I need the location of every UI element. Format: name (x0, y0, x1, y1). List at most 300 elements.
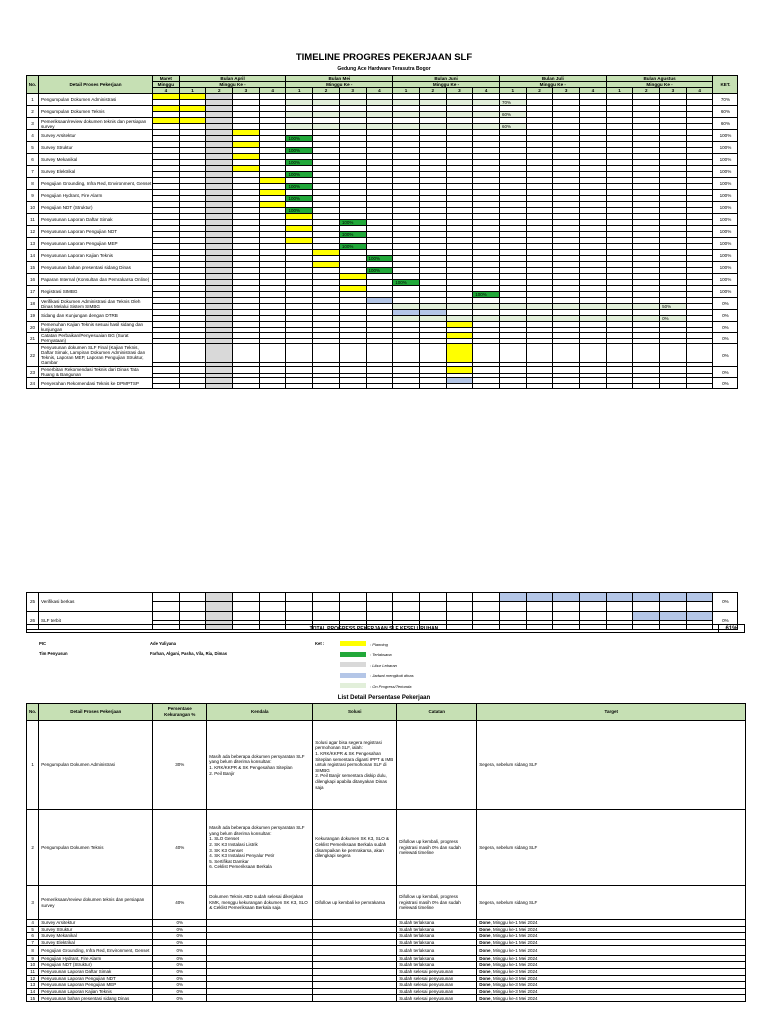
week-cell (606, 344, 633, 363)
legend-label-text: : Terlaksana (370, 652, 392, 657)
week-cell (313, 611, 340, 620)
ket-value: 100% (713, 238, 738, 250)
week-header: 4 (580, 88, 607, 94)
week-cell (206, 384, 233, 389)
pic-value: Ade Yuliyana (150, 641, 176, 646)
realization-label: 60% (501, 124, 511, 129)
week-header: 1 (499, 88, 526, 94)
week-cell (633, 384, 660, 389)
week-cell (419, 344, 446, 363)
detail-row (27, 946, 746, 956)
row-number: 4 (27, 130, 39, 142)
task-name: Penerbitan Rekomendasi Teknis dari Dinas Tata Ruang & Bangunan (39, 367, 153, 378)
target-text: , Minggu ke-3 Mei 2024 (490, 988, 538, 994)
detail-solusi (313, 955, 397, 962)
detail-target (477, 946, 746, 956)
detail-row (27, 988, 746, 995)
detail-row (27, 721, 746, 810)
detail-kendala (207, 969, 313, 976)
ket-value: 100% (713, 274, 738, 286)
detail-kendala (207, 988, 313, 995)
row-number: 22 (27, 344, 39, 367)
detail-solusi (313, 946, 397, 956)
week-cell (686, 602, 713, 611)
page-title: TIMELINE PROGRES PEKERJAAN SLF (295, 52, 473, 63)
detail-kendala (207, 920, 313, 927)
detail-header: Detail Proses Pekerjaan (39, 704, 153, 721)
detail-percentage: 0% (153, 946, 207, 956)
detail-catatan: Sudah terlaksana (397, 920, 477, 927)
detail-percentage: 0% (153, 969, 207, 976)
detail-percentage: 40% (153, 810, 207, 886)
detail-no: 10 (27, 962, 39, 969)
week-cell (499, 384, 526, 389)
header-month-agustus: Bulan Agustus (606, 76, 713, 82)
week-header: 4 (366, 88, 393, 94)
week-cell (286, 593, 313, 602)
week-cell (366, 602, 393, 611)
task-name: Pengujian NDT (Struktur) (39, 202, 153, 214)
detail-row (27, 982, 746, 989)
week-cell (606, 611, 633, 620)
realization-label: 70% (501, 100, 511, 105)
detail-solusi (313, 995, 397, 1002)
task-name: Penyusunan Laporan Pengujian MEP (39, 238, 153, 250)
week-cell (286, 602, 313, 611)
detail-target (477, 926, 746, 933)
row-number: 11 (27, 214, 39, 226)
week-cell (473, 593, 500, 602)
week-cell (419, 602, 446, 611)
task-name: SLF terbit (39, 611, 153, 630)
task-name: Verifikasi berkas (39, 593, 153, 612)
task-name: Penyusunan dokumen SLF Final (Kajian Teknis, Daftar Simak, Lampiran Dokumen Administrasi dan Teknis, Laporan MEP, Laporan Pengujian Struktur, Gambar (39, 344, 153, 367)
detail-kendala (207, 939, 313, 946)
week-cell (473, 384, 500, 389)
ket-value: 100% (713, 202, 738, 214)
detail-percentage: 0% (153, 926, 207, 933)
week-cell (419, 384, 446, 389)
detail-solusi (313, 969, 397, 976)
target-status: Done (479, 939, 491, 945)
detail-catatan: Sudah terlaksana (397, 955, 477, 962)
week-cell (393, 593, 420, 602)
detail-header: Kendala (207, 704, 313, 721)
ket-value: 60% (713, 106, 738, 118)
realization-label: 50% (662, 304, 672, 309)
ket-value: 0% (713, 333, 738, 344)
detail-row (27, 810, 746, 886)
week-cell (153, 384, 180, 389)
row-number: 19 (27, 310, 39, 322)
realization-label: 100% (395, 280, 407, 285)
row-number: 5 (27, 142, 39, 154)
week-cell (179, 611, 206, 620)
realization-label: 100% (288, 148, 300, 153)
week-cell (366, 344, 393, 363)
task-name: Paparan Internal (Konsultan dan Pemrakarsa Online) (39, 274, 153, 286)
realization-label: 100% (341, 244, 354, 249)
target-status: Done (479, 926, 491, 932)
ket-value: 0% (713, 298, 738, 310)
week-cell (206, 611, 233, 620)
detail-title: List Detail Persentase Pekerjaan (337, 695, 431, 701)
week-cell (473, 611, 500, 620)
week-cell (259, 602, 286, 611)
detail-no: 1 (27, 721, 39, 810)
week-cell (580, 344, 607, 363)
legend-swatch (340, 641, 366, 646)
ket-value: 100% (713, 142, 738, 154)
target-text: , Minggu ke-1 Mei 2024 (490, 939, 538, 945)
header-sub-agustus: Minggu Ke - (606, 82, 713, 88)
detail-target (477, 920, 746, 927)
team-label: Tim Penyusun (39, 651, 68, 656)
task-name: Penyusunan Laporan Kajian Teknis (39, 250, 153, 262)
week-cell (553, 593, 580, 602)
week-cell (393, 602, 420, 611)
target-status: Done (479, 962, 491, 968)
target-text: , Minggu ke-4 Mei 2024 (490, 995, 538, 1001)
detail-percentage: 30% (153, 721, 207, 810)
week-cell (686, 593, 713, 602)
target-text: , Minggu ke-3 Mei 2024 (490, 982, 538, 988)
target-text: , Minggu ke-1 Mei 2024 (490, 962, 538, 968)
task-name: Catatan Perbaikan/Penyesuaian BG (Surat Pernyataan) (39, 333, 153, 344)
task-name: Penyerahan Rekomendasi Teknis ke DPMPTSP (39, 378, 153, 389)
week-cell (473, 602, 500, 611)
week-cell (473, 344, 500, 363)
ket-value: 100% (713, 214, 738, 226)
detail-target (477, 933, 746, 940)
week-cell (526, 384, 553, 389)
detail-task: Pengujian NDT (Struktur) (39, 962, 153, 969)
week-cell (419, 611, 446, 620)
task-name: Pemeriksaan/review dokumen teknis dan persiapan survey (39, 118, 153, 130)
detail-task: Survey Mekanikal (39, 933, 153, 940)
header-month-juli: Bulan Juli (499, 76, 606, 82)
detail-target: Segera, sebelum sidang SLF (477, 810, 746, 886)
detail-percentage: 0% (153, 920, 207, 927)
header-month-mei: Bulan Mei (286, 76, 393, 82)
week-cell (553, 611, 580, 620)
detail-percentage: 0% (153, 962, 207, 969)
task-name: Registrasi SIMBG (39, 286, 153, 298)
detail-target (477, 982, 746, 989)
week-cell (553, 344, 580, 363)
week-cell (153, 611, 180, 620)
target-status: Done (479, 975, 491, 981)
realization-label: 100% (368, 268, 381, 273)
detail-target: Segera, sebelum sidang SLF (477, 886, 746, 920)
header-month-april: Bulan April (179, 76, 286, 82)
detail-catatan: Sudah terlaksana (397, 939, 477, 946)
week-header: 1 (286, 88, 313, 94)
week-header: 3 (660, 88, 687, 94)
detail-row (27, 969, 746, 976)
detail-no: 4 (27, 920, 39, 927)
week-cell (686, 344, 713, 363)
task-name: Pengumpulan Dokumen Teknis (39, 106, 153, 118)
realization-label: 60% (501, 112, 511, 117)
realization-label: 100% (288, 172, 300, 177)
week-cell (553, 384, 580, 389)
week-cell (339, 611, 366, 620)
row-number: 16 (27, 274, 39, 286)
detail-row (27, 939, 746, 946)
ket-value: 70% (713, 94, 738, 106)
ket-value: 100% (713, 166, 738, 178)
detail-catatan: Sudah selesai penyusunan (397, 995, 477, 1002)
detail-kendala: Masih ada beberapa dokumen persyaratan SLF yang belum diterima konsultan: 1. KRK/KKPR & SK Pengesahan Siteplan 2. Peil Banjir (207, 721, 313, 810)
row-number: 14 (27, 250, 39, 262)
detail-task: Penyusunan Laporan Daftar Simak (39, 969, 153, 976)
detail-solusi (313, 962, 397, 969)
week-header: 1 (393, 88, 420, 94)
week-header: 4 (686, 88, 713, 94)
task-name: Survey Arsitektur (39, 130, 153, 142)
detail-target (477, 969, 746, 976)
pic-label: PIC (39, 641, 46, 646)
detail-solusi (313, 920, 397, 927)
week-cell (446, 602, 473, 611)
ket-value: 100% (713, 130, 738, 142)
week-header: 3 (233, 88, 260, 94)
week-cell (446, 593, 473, 602)
week-cell (660, 344, 687, 363)
header-sub-april: Minggu Ke - (179, 82, 286, 88)
week-cell (153, 593, 180, 602)
row-number: 15 (27, 262, 39, 274)
detail-solusi: Kekurangan dokumen SK K3, SLO & Ceklist Pemeriksaan Berkala sudah disampaikan ke pemrakarsa, akan dilengkapi segera (313, 810, 397, 886)
detail-percentage: 0% (153, 975, 207, 982)
ket-value: 0% (713, 322, 738, 333)
week-cell (660, 602, 687, 611)
target-status: Done (479, 955, 491, 961)
team-value: Farhan, Algani, Pasha, Vila, Ria, Dimas (150, 651, 228, 656)
ket-value: 0% (713, 344, 738, 367)
detail-task: Survey Arsitektur (39, 920, 153, 927)
detail-no: 14 (27, 988, 39, 995)
detail-row (27, 975, 746, 982)
detail-no: 5 (27, 926, 39, 933)
total-progress-label: TOTAL PROGRESS PEKERJAAN SLF KESELURUHAN (309, 626, 439, 632)
week-cell (179, 344, 206, 363)
row-number: 6 (27, 154, 39, 166)
detail-row (27, 933, 746, 940)
detail-target: Segera, sebelum sidang SLF (477, 721, 746, 810)
realization-label: 100% (341, 232, 354, 237)
detail-catatan: Sudah selesai penyusunan (397, 975, 477, 982)
realization-label: 100% (341, 220, 354, 225)
week-cell (179, 593, 206, 602)
week-cell (233, 344, 260, 363)
row-number: 3 (27, 118, 39, 130)
week-cell (499, 602, 526, 611)
detail-task: Pemeriksaan/review dokumen teknis dan persiapan survey (39, 886, 153, 920)
realization-label: 100% (475, 292, 487, 297)
ket-value: 100% (713, 226, 738, 238)
row-number: 24 (27, 378, 39, 389)
detail-kendala (207, 995, 313, 1002)
week-cell (233, 384, 260, 389)
target-status: Done (479, 920, 491, 925)
detail-task: Pengumpulan Dokumen Teknis (39, 810, 153, 886)
row-number: 13 (27, 238, 39, 250)
detail-solusi (313, 988, 397, 995)
row-number: 18 (27, 298, 39, 310)
week-cell (206, 602, 233, 611)
target-text: , Minggu ke-1 Mei 2024 (490, 947, 538, 953)
detail-header: Solusi (313, 704, 397, 721)
detail-percentage: 0% (153, 933, 207, 940)
detail-no: 12 (27, 975, 39, 982)
week-cell (153, 602, 180, 611)
task-name: Survey Mekanikal (39, 154, 153, 166)
target-text: , Minggu ke-1 Mei 2024 (490, 920, 538, 925)
task-name: Sidang dan Kunjungan dengan DTRB (39, 310, 153, 322)
legend-swatch (340, 652, 366, 657)
row-number: 8 (27, 178, 39, 190)
header-sub-maret: Minggu (153, 82, 180, 88)
detail-target (477, 988, 746, 995)
timeline-row (27, 344, 738, 363)
week-header: 2 (419, 88, 446, 94)
legend-label-text: : On Progress/Tertunda (370, 683, 412, 689)
week-cell (366, 593, 393, 602)
week-cell (499, 611, 526, 620)
week-header: 2 (313, 88, 340, 94)
ket-value: 0% (713, 367, 738, 378)
detail-task: Penyusunan Laporan Pengujian NDT (39, 975, 153, 982)
detail-row (27, 955, 746, 962)
week-cell (286, 611, 313, 620)
detail-solusi (313, 982, 397, 989)
detail-solusi (313, 933, 397, 940)
week-cell (526, 611, 553, 620)
target-status: Done (479, 933, 491, 939)
week-cell (233, 593, 260, 602)
week-cell (259, 344, 286, 363)
week-cell (526, 593, 553, 602)
week-cell (660, 611, 687, 620)
week-cell (633, 344, 660, 363)
detail-solusi (313, 975, 397, 982)
detail-percentage: 40% (153, 886, 207, 920)
detail-header: Target (477, 704, 746, 721)
ket-value: 100% (713, 178, 738, 190)
detail-task: Pengumpulan Dokumen Administrasi (39, 721, 153, 810)
realization-label: 100% (288, 160, 300, 165)
week-cell (339, 384, 366, 389)
week-cell (393, 384, 420, 389)
ket-value: 0% (713, 611, 738, 630)
week-cell (633, 602, 660, 611)
detail-solusi (313, 939, 397, 946)
detail-task: Penyusunan Laporan Kajian Teknis (39, 988, 153, 995)
detail-target (477, 975, 746, 982)
task-name: Pengujian Hydrant, Fire Alarm (39, 190, 153, 202)
detail-task: Penyusunan Laporan Pengujian MEP (39, 982, 153, 989)
week-cell (660, 384, 687, 389)
week-cell (339, 602, 366, 611)
header-no: No. (27, 76, 39, 94)
row-number: 26 (27, 611, 39, 630)
row-number: 10 (27, 202, 39, 214)
week-cell (233, 602, 260, 611)
week-cell (660, 593, 687, 602)
detail-task: Penyusunan bahan presentasi sidang Dinas (39, 995, 153, 1002)
week-cell (580, 602, 607, 611)
detail-kendala (207, 946, 313, 956)
detail-no: 13 (27, 982, 39, 989)
week-cell (686, 384, 713, 389)
row-number: 9 (27, 190, 39, 202)
target-text: , Minggu ke-3 Mei 2024 (490, 975, 538, 981)
week-header: 1 (606, 88, 633, 94)
week-header: 3 (553, 88, 580, 94)
week-cell (153, 344, 180, 363)
row-number: 25 (27, 593, 39, 612)
week-cell (259, 384, 286, 389)
target-text: , Minggu ke-3 Mei 2024 (490, 969, 538, 975)
ket-value: 100% (713, 250, 738, 262)
week-cell (446, 384, 473, 389)
legend-swatch (340, 662, 366, 667)
detail-percentage: 0% (153, 982, 207, 989)
detail-catatan: Sudah selesai penyusunan (397, 982, 477, 989)
week-cell (580, 611, 607, 620)
week-header: 2 (526, 88, 553, 94)
detail-percentage: 0% (153, 955, 207, 962)
target-status: Done (479, 969, 491, 975)
realization-label: 100% (288, 196, 300, 201)
detail-kendala (207, 962, 313, 969)
detail-header: No. (27, 704, 39, 721)
week-cell (313, 384, 340, 389)
detail-header: Persentase Kekurangan % (153, 704, 207, 721)
ket-value: 100% (713, 262, 738, 274)
week-cell (606, 593, 633, 602)
task-name: Pengujian Grounding, Infra Red, Environment, Genset (39, 178, 153, 190)
week-cell (313, 602, 340, 611)
realization-label: 100% (288, 136, 300, 141)
task-name: Pengumpulan Dokumen Administrasi (39, 94, 153, 106)
week-cell (580, 384, 607, 389)
detail-no: 8 (27, 946, 39, 956)
legend-label: Ket : (315, 641, 325, 646)
detail-catatan (397, 721, 477, 810)
week-cell (233, 611, 260, 620)
target-text: , Minggu ke-1 Mei 2024 (490, 933, 538, 939)
detail-no: 3 (27, 886, 39, 920)
week-header: 4 (259, 88, 286, 94)
task-name: Penyusunan bahan presentasi sidang Dinas (39, 262, 153, 274)
detail-kendala (207, 955, 313, 962)
week-cell (259, 611, 286, 620)
detail-solusi: Difollow up kembali ke pemrakarsa (313, 886, 397, 920)
week-cell (366, 384, 393, 389)
detail-task: Pengujian Grounding, Infra Red, Environment, Genset (39, 946, 153, 956)
detail-target (477, 995, 746, 1002)
target-status: Done (479, 982, 491, 988)
detail-no: 2 (27, 810, 39, 886)
header-sub-juni: Minggu Ke - (393, 82, 500, 88)
detail-catatan: Sudah terlaksana (397, 946, 477, 956)
realization-label: 100% (288, 208, 300, 213)
timeline-row (27, 593, 738, 602)
ket-value: 0% (713, 310, 738, 322)
